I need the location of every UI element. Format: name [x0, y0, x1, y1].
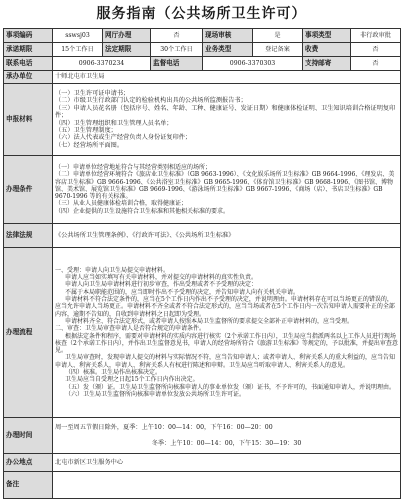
onsite-value: 是 — [253, 29, 303, 43]
mail-label: 支持邮寄 — [303, 57, 351, 71]
process-line: 卫生局审查时，发现申请人提交的材料与实际情况不符，应当告知申请人；或者申请人、利害关系人的重大利益的，应当告知申请人、利害关系人，申请人、利害关系人有权进行陈述和申辩。卫生局应当听取申请人、利害关系人的意见。 — [55, 354, 396, 369]
hours-content — [53, 418, 401, 454]
remarks-label: 备注 — [4, 472, 53, 499]
supervision-phone-value: 0906-3370303 — [203, 57, 303, 71]
business-type-label: 业务类型 — [203, 43, 253, 57]
mail-value: 否 — [351, 57, 401, 71]
online-label: 网厅办理 — [103, 29, 151, 43]
phone-label: 联系电话 — [4, 57, 53, 71]
authority-label: 承办单位 — [4, 71, 53, 84]
process-line: 根据法定条件和程序，需要对申请材料的实质内容进行核实（2个承诺工作日内），卫生局应当指派两名以上工作人员进行现场核查（2个承诺工作日内），并作出卫生监督意见书，申请人的经营场所符合《旅游卫生标准》等规定的，予以批准，并提出审查意见。 — [55, 332, 398, 355]
promise-period-value: 15个工作日 — [53, 43, 103, 57]
item-code-value: sswsj03 — [53, 29, 103, 43]
materials-line: （一）卫生许可证申请书； — [55, 89, 130, 97]
process-line: （四）核准。卫生局作出核准决定。 — [65, 368, 162, 376]
legal-period-value: 30个工作日 — [151, 43, 203, 57]
hours-label: 办理时间 — [4, 418, 53, 454]
service-guide-table — [3, 28, 401, 499]
phone-value: 0906-3370234 — [53, 57, 151, 71]
materials-line: （三）申请人员花名册（包括序号、姓名、年龄、工种、健康证号、发证日期）和健康体检证明、卫生知识培训合格证明复印件； — [55, 104, 396, 120]
law-label: 法律法规 — [4, 224, 53, 248]
header-row-2 — [4, 43, 401, 57]
page-title: 服务指南（公共场所卫生许可） — [96, 6, 307, 22]
item-type-value: 非行政审批 — [351, 29, 401, 43]
header-row-1 — [4, 29, 401, 43]
business-type-value: 登记备案 — [253, 43, 303, 57]
process-content — [53, 248, 401, 418]
online-value: 否 — [151, 29, 203, 43]
conditions-row — [4, 156, 401, 224]
authority-value: 十师北屯市卫生局 — [53, 71, 401, 84]
process-line: 申请材料齐全、符合法定形式，或者申请人按照本局卫生监督所的要求提交全部补正申请材料的，应当受理。 — [65, 317, 354, 325]
process-line: 二、审查：卫生局审查申请人是否符合规定的申请条件。 — [55, 325, 206, 333]
hours-summer: 周一至周五节假日除外，夏季：上午10：00—14：00，下午16：00—20：00 — [55, 424, 273, 432]
address-label: 办公地点 — [4, 454, 53, 472]
legal-period-label: 法定期限 — [103, 43, 151, 57]
hours-row — [4, 418, 401, 454]
materials-row — [4, 84, 401, 156]
process-line: （五）发（颁）证。卫生局卫生监督所向核准申请人的事业单位发（颁）证书，不予许可的，书面通知申请人，并说明理由。 — [65, 383, 396, 391]
process-line: 申请人向卫生局申请材料进行初步审查，作出受理或者不予受理的决定： — [65, 281, 258, 289]
promise-period-label: 承诺期限 — [4, 43, 53, 57]
law-row — [4, 224, 401, 248]
remarks-value — [53, 472, 401, 499]
remarks-row — [4, 472, 401, 499]
process-line: 申请材料不符合法定条件的，应当在5个工作日内作出不予受理的决定，并说明理由。申请材料存在可以当场更正的错误的，应当允许申请人当场更正。申请材料不齐全或者不符合法定形式的，应当当场或者在5个工作日内一次告知申请人需要补正的全部内容，逾期不告知的，自收到申请材料之日起即为受理。 — [55, 296, 395, 318]
process-row — [4, 248, 401, 418]
materials-line: （四）卫生管理组织和卫生管理人员名单； — [55, 119, 173, 127]
address-value: 北屯市新区卫生服务中心 — [53, 454, 401, 472]
law-value: 《公共场所卫生管理条例》、《行政许可法》、《公共场所卫生标准》 — [53, 224, 401, 248]
conditions-line: （二）申请单位经营环境符合《旅店业卫生标准》（GB 9663-1996）、《文化娱乐场所卫生标准》GB 9664-1996、《理发店、美容店卫生标准》GB 9666-1996、《公共浴室卫生标准》GB 9665-1996、《体育馆卫生标准》GB 9668-1996、《图书馆、博物馆、美术馆、展览馆卫生标准》GB 9669-1996、《游泳场所卫生标准》GB 9667-1996、《商场（店）、书店卫生标准》GB 9670-1996 等的有关标准。 — [55, 171, 395, 201]
item-type-label: 事项类型 — [303, 29, 351, 43]
authority-row — [4, 71, 401, 84]
supervision-phone-label: 监督电话 — [151, 57, 203, 71]
process-line: 卫生局应当自受理之日起15个工作日内作出决定。 — [65, 376, 199, 384]
process-line: 申请人应当如实填写有关申请材料，并对提交的申请材料的真实性负责。 — [65, 274, 258, 282]
process-line: 一、受理：申请人向卫生局提交申请材料。 — [55, 266, 170, 274]
conditions-content — [53, 156, 401, 224]
conditions-line: （三）从业人员健康体检培训合格，取得健康证； — [55, 200, 188, 208]
process-line: （六）卫生局卫生监督所向核准申请单位发放公共场所卫生许可证。 — [65, 390, 246, 398]
materials-line: （六）法人代表或生产经营负责人身份证复印件； — [55, 134, 192, 142]
fee-value: 否 — [351, 43, 401, 57]
conditions-line: （四）企业提供的卫生设施符合卫生标准和其他相关标准的要求。 — [55, 207, 230, 215]
process-label: 办理流程 — [4, 248, 53, 418]
address-row — [4, 454, 401, 472]
onsite-label: 现场审核 — [203, 29, 253, 43]
fee-label: 收费 — [303, 43, 351, 57]
process-line: 不属于本局职能范围的，应当即时作出不予受理的决定，并告知申请人向有关机关申请。 — [65, 288, 300, 296]
materials-line: （二）市级卫生行政部门认定的检验机构出具的公共场所监测报告书； — [55, 97, 247, 105]
materials-label: 申报材料 — [4, 84, 53, 156]
conditions-label: 办理条件 — [4, 156, 53, 224]
materials-line: （七）经营场所平面图。 — [55, 141, 124, 149]
materials-line: （五）卫生管理制度； — [55, 126, 117, 134]
hours-winter: 冬季：上午10：00—14：00，下午15：30—19：30 — [151, 439, 302, 447]
materials-content — [53, 84, 401, 156]
item-code-label: 事项编码 — [4, 29, 53, 43]
header-row-3 — [4, 57, 401, 71]
conditions-line: （一）申请单位经营地址符合与其经营类别相适应的场所； — [55, 163, 212, 171]
